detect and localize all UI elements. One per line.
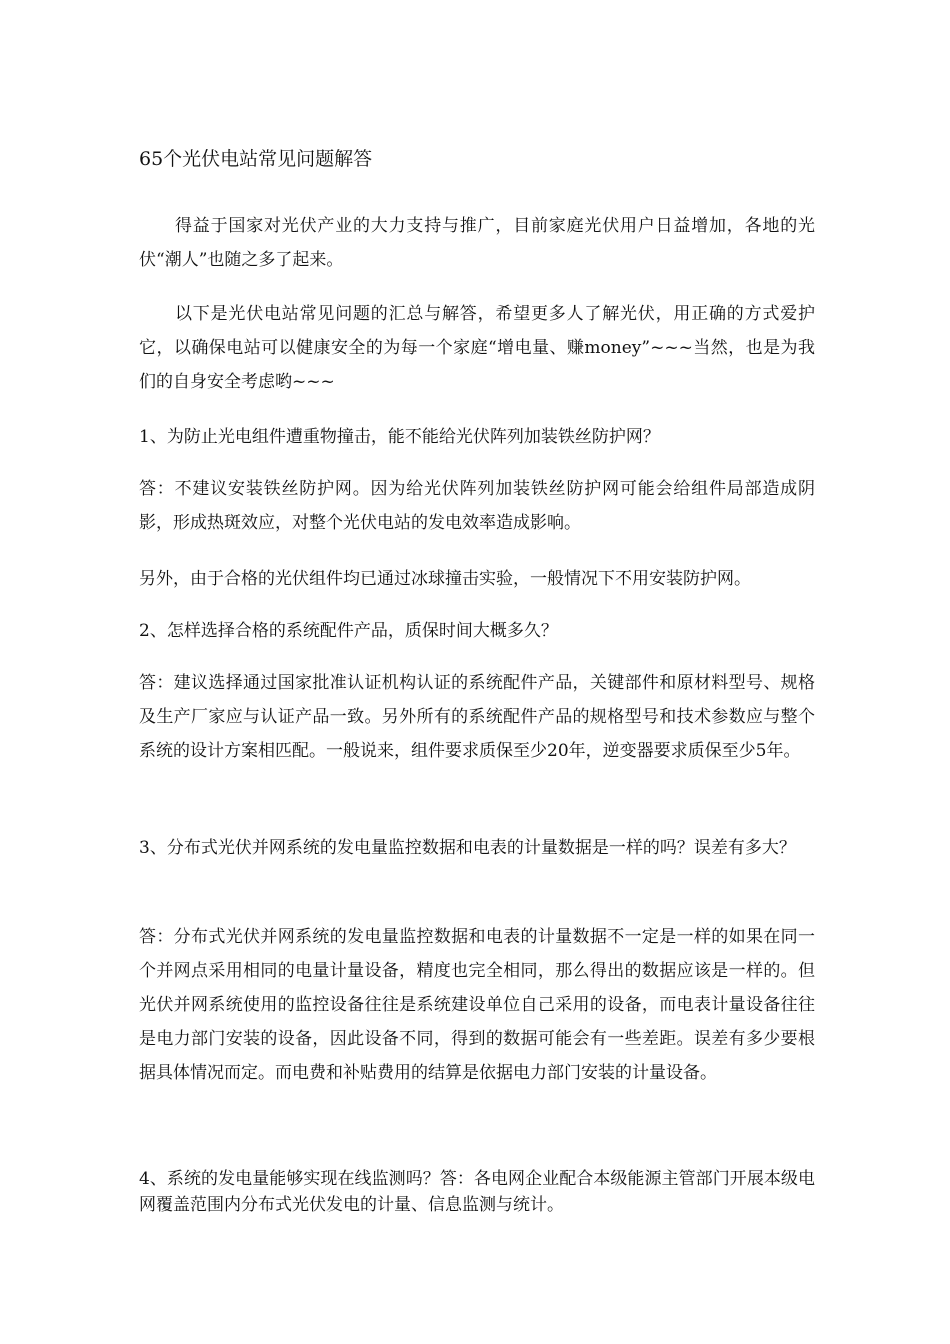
document-title: 65个光伏电站常见问题解答	[139, 148, 373, 170]
question-2: 2、怎样选择合格的系统配件产品，质保时间大概多久？	[139, 621, 558, 641]
question-3: 3、分布式光伏并网系统的发电量监控数据和电表的计量数据是一样的吗？误差有多大？	[139, 838, 796, 858]
intro-paragraph-2: 以下是光伏电站常见问题的汇总与解答，希望更多人了解光伏，用正确的方式爱护它，以确保电站可以健康安全的为每一个家庭“增电量、赚money”~~~当然，也是为我们的自身安全考虑哟~~~	[139, 304, 815, 392]
intro-paragraph-1: 得益于国家对光伏产业的大力支持与推广，目前家庭光伏用户日益增加，各地的光伏“潮人”也随之多了起来。	[139, 216, 815, 270]
question-4-with-answer: 4、系统的发电量能够实现在线监测吗？答：各电网企业配合本级能源主管部门开展本级电网覆盖范围内分布式光伏发电的计量、信息监测与统计。	[139, 1169, 815, 1215]
answer-3: 答：分布式光伏并网系统的发电量监控数据和电表的计量数据不一定是一样的如果在同一个并网点采用相同的电量计量设备，精度也完全相同，那么得出的数据应该是一样的。但光伏并网系统使用的监控设备往往是系统建设单位自己采用的设备，而电表计量设备往往是电力部门安装的设备，因此设备不同，得到的数据可能会有一些差距。误差有多少要根据具体情况而定。而电费和补贴费用的结算是依据电力部门安装的计量设备。	[139, 927, 815, 1083]
answer-2: 答：建议选择通过国家批准认证机构认证的系统配件产品，关键部件和原材料型号、规格及生产厂家应与认证产品一致。另外所有的系统配件产品的规格型号和技术参数应与整个系统的设计方案相匹配。一般说来，组件要求质保至少20年，逆变器要求质保至少5年。	[139, 673, 815, 761]
answer-1-note: 另外，由于合格的光伏组件均已通过冰球撞击实验，一般情况下不用安装防护网。	[139, 569, 751, 589]
answer-1: 答：不建议安装铁丝防护网。因为给光伏阵列加装铁丝防护网可能会给组件局部造成阴影，形成热斑效应，对整个光伏电站的发电效率造成影响。	[139, 479, 815, 533]
question-1: 1、为防止光电组件遭重物撞击，能不能给光伏阵列加装铁丝防护网？	[139, 427, 660, 447]
